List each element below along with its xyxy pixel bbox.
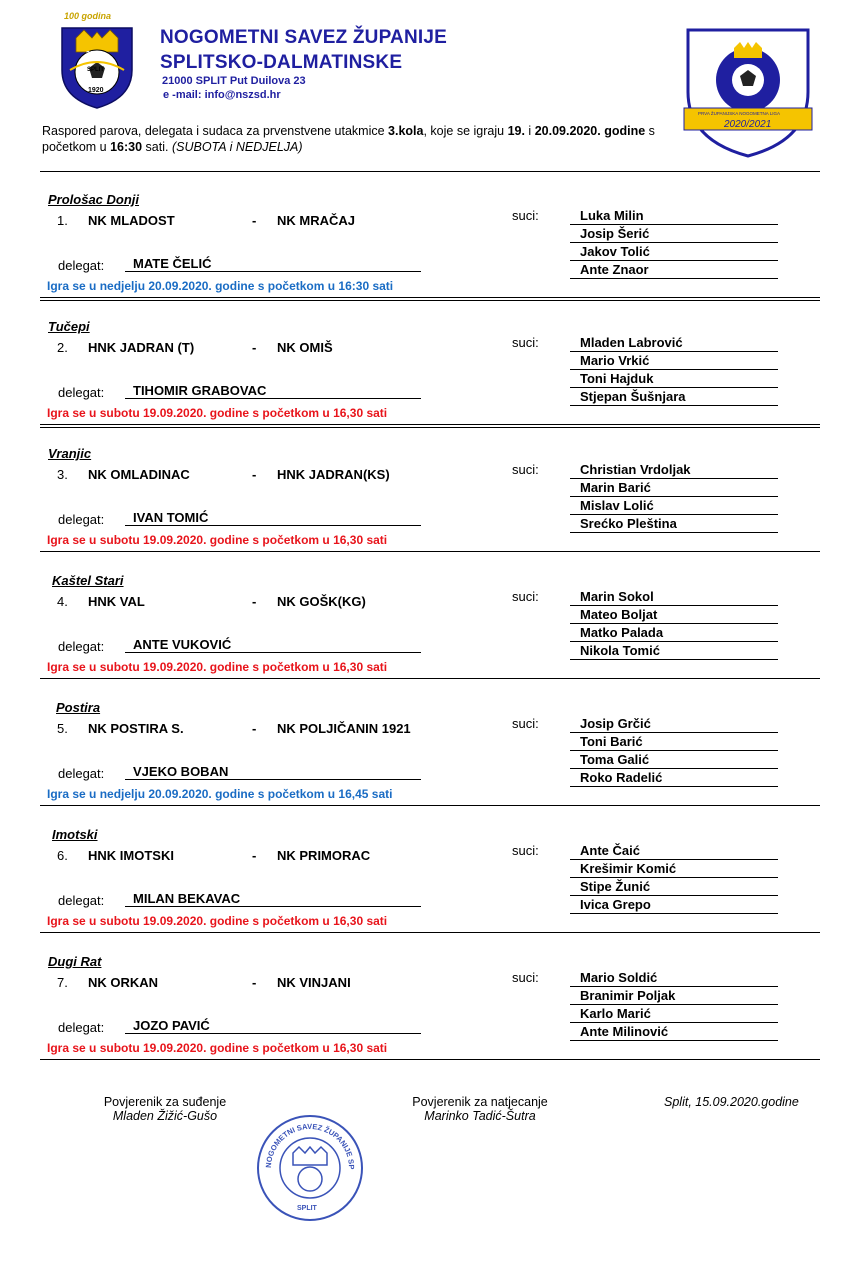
- referee-name: Christian Vrdoljak: [570, 461, 778, 479]
- left-signature-title: Povjerenik za suđenje: [103, 1095, 227, 1109]
- match-time-note: Igra se u subotu 19.09.2020. godine s početkom u 16,30 sati: [47, 1041, 388, 1055]
- intro-part3: i: [524, 124, 535, 138]
- match-block: [0, 426, 855, 553]
- match-venue: Postira: [56, 700, 101, 715]
- referee-name: Krešimir Komić: [570, 860, 778, 878]
- versus-dash: -: [252, 213, 257, 228]
- delegate-name: MATE ČELIĆ: [125, 256, 421, 272]
- org-name-line1: NOGOMETNI SAVEZ ŽUPANIJE: [160, 27, 448, 48]
- delegate-name: VJEKO BOBAN: [125, 764, 421, 780]
- referee-name: Stjepan Šušnjara: [570, 388, 778, 406]
- referees-label: suci:: [512, 462, 539, 477]
- intro-date2: 20.09.2020. godine: [534, 124, 646, 138]
- match-number: 6.: [57, 848, 68, 863]
- match-venue: Prološac Donji: [48, 192, 140, 207]
- delegate-label: delegat:: [58, 512, 105, 527]
- away-team: NK VINJANI: [277, 975, 351, 990]
- home-team: NK ORKAN: [88, 975, 159, 990]
- official-stamp: [255, 1113, 365, 1223]
- intro-days: (SUBOTA i NEDJELJA): [171, 139, 303, 154]
- referee-name: Karlo Marić: [570, 1005, 778, 1023]
- delegate-name: IVAN TOMIĆ: [125, 510, 421, 526]
- delegate-label: delegat:: [58, 258, 105, 273]
- match-block: [0, 172, 855, 299]
- match-time-note: Igra se u nedjelju 20.09.2020. godine s početkom u 16,45 sati: [47, 787, 393, 801]
- delegate-name: ANTE VUKOVIĆ: [125, 637, 421, 653]
- logo-left-year: 2020: [86, 51, 102, 58]
- match-time-note: Igra se u subotu 19.09.2020. godine s početkom u 16,30 sati: [47, 406, 388, 420]
- logo-right-band: PRVA ŽUPANIJSKA NOGOMETNA LIGA: [698, 111, 781, 116]
- org-email: e -mail: info@nszsd.hr: [163, 89, 281, 101]
- away-team: HNK JADRAN(KS): [277, 467, 390, 482]
- logo-left-center: SPLIT: [87, 67, 105, 73]
- referee-name: Toni Hajduk: [570, 370, 778, 388]
- home-team: HNK JADRAN (T): [88, 340, 195, 355]
- mid-signature-name: Marinko Tadić-Šutra: [424, 1109, 536, 1123]
- home-team: NK MLADOST: [88, 213, 175, 228]
- referees-label: suci:: [512, 589, 539, 604]
- match-number: 7.: [57, 975, 68, 990]
- away-team: NK MRAČAJ: [277, 213, 355, 228]
- intro-round: 3.kola: [388, 124, 424, 138]
- referee-name: Branimir Poljak: [570, 987, 778, 1005]
- signature-competition: [380, 1095, 580, 1123]
- versus-dash: -: [252, 975, 257, 990]
- referee-name: Josip Šerić: [570, 225, 778, 243]
- referee-name: Jakov Tolić: [570, 243, 778, 261]
- away-team: NK GOŠK(KG): [277, 594, 366, 609]
- intro-part1: Raspored parova, delegata i sudaca za prvenstvene utakmice: [42, 124, 389, 138]
- intro-date1: 19.: [507, 124, 525, 138]
- intro-time: 16:30: [110, 139, 143, 154]
- home-team: NK POSTIRA S.: [88, 721, 184, 736]
- home-team: HNK VAL: [88, 594, 145, 609]
- referee-name: Srećko Pleština: [570, 515, 778, 533]
- delegate-label: delegat:: [58, 385, 105, 400]
- delegate-name: JOZO PAVIĆ: [125, 1018, 421, 1034]
- intro-part5: sati.: [142, 139, 172, 154]
- referees-label: suci:: [512, 716, 539, 731]
- referee-name: Mario Vrkić: [570, 352, 778, 370]
- versus-dash: -: [252, 848, 257, 863]
- match-venue: Dugi Rat: [48, 954, 102, 969]
- match-block: [0, 299, 855, 426]
- match-number: 3.: [57, 467, 68, 482]
- referee-name: Josip Grčić: [570, 715, 778, 733]
- intro-text: [42, 124, 682, 155]
- versus-dash: -: [252, 594, 257, 609]
- match-venue: Tučepi: [48, 319, 90, 334]
- referee-name: Mario Soldić: [570, 969, 778, 987]
- versus-dash: -: [252, 721, 257, 736]
- referee-name: Nikola Tomić: [570, 642, 778, 660]
- org-address: 21000 SPLIT Put Duilova 23: [162, 75, 306, 87]
- referee-name: Mladen Labrović: [570, 334, 778, 352]
- versus-dash: -: [252, 467, 257, 482]
- referee-name: Matko Palada: [570, 624, 778, 642]
- referees-label: suci:: [512, 208, 539, 223]
- referee-name: Mislav Lolić: [570, 497, 778, 515]
- match-block: [0, 934, 855, 1061]
- away-team: NK PRIMORAC: [277, 848, 371, 863]
- logo-left-top-text: 100 godina: [64, 11, 112, 21]
- match-time-note: Igra se u subotu 19.09.2020. godine s početkom u 16,30 sati: [47, 533, 388, 547]
- referees-label: suci:: [512, 335, 539, 350]
- match-time-note: Igra se u nedjelju 20.09.2020. godine s početkom u 16:30 sati: [47, 279, 394, 293]
- logo-left: [52, 10, 142, 110]
- signature-referees: [70, 1095, 260, 1123]
- delegate-name: TIHOMIR GRABOVAC: [125, 383, 421, 399]
- logo-right-season: 2020/2021: [724, 119, 772, 130]
- intro-part2: , koje se igraju: [423, 124, 508, 138]
- stamp-ring-text: NOGOMETNI SAVEZ ŽUPANIJE SP: [263, 1121, 357, 1170]
- referee-name: Marin Barić: [570, 479, 778, 497]
- referee-name: Toma Galić: [570, 751, 778, 769]
- match-number: 1.: [57, 213, 68, 228]
- left-signature-name: Mladen Žižić-Gušo: [112, 1109, 218, 1123]
- mid-signature-title: Povjerenik za natjecanje: [412, 1095, 548, 1109]
- match-block: [0, 807, 855, 934]
- delegate-label: delegat:: [58, 1020, 105, 1035]
- match-time-note: Igra se u subotu 19.09.2020. godine s početkom u 16,30 sati: [47, 914, 388, 928]
- referees-label: suci:: [512, 843, 539, 858]
- delegate-label: delegat:: [58, 893, 105, 908]
- referee-name: Ante Znaor: [570, 261, 778, 279]
- match-block: [0, 680, 855, 807]
- match-venue: Imotski: [52, 827, 98, 842]
- logo-right: [678, 22, 818, 160]
- match-venue: Kaštel Stari: [52, 573, 124, 588]
- delegate-label: delegat:: [58, 766, 105, 781]
- stamp-city: SPLIT: [297, 1205, 317, 1212]
- referee-name: Roko Radelić: [570, 769, 778, 787]
- home-team: HNK IMOTSKI: [88, 848, 174, 863]
- referees-label: suci:: [512, 970, 539, 985]
- match-venue: Vranjic: [48, 446, 92, 461]
- referee-name: Luka Milin: [570, 207, 778, 225]
- away-team: NK OMIŠ: [277, 340, 333, 355]
- versus-dash: -: [252, 340, 257, 355]
- document-date: Split, 15.09.2020.godine: [664, 1095, 799, 1109]
- referee-name: Stipe Žunić: [570, 878, 778, 896]
- match-number: 4.: [57, 594, 68, 609]
- match-block: [0, 553, 855, 680]
- home-team: NK OMLADINAC: [88, 467, 190, 482]
- match-time-note: Igra se u subotu 19.09.2020. godine s početkom u 16,30 sati: [47, 660, 388, 674]
- referee-name: Ivica Grepo: [570, 896, 778, 914]
- delegate-label: delegat:: [58, 639, 105, 654]
- logo-left-founded: 1920: [88, 87, 104, 94]
- away-team: NK POLJIČANIN 1921: [277, 721, 411, 736]
- referee-name: Ante Čaić: [570, 842, 778, 860]
- match-number: 5.: [57, 721, 68, 736]
- referee-name: Mateo Boljat: [570, 606, 778, 624]
- intro-part4: s početkom u: [42, 124, 655, 154]
- delegate-name: MILAN BEKAVAC: [125, 891, 421, 907]
- match-number: 2.: [57, 340, 68, 355]
- referee-name: Marin Sokol: [570, 588, 778, 606]
- referee-name: Ante Milinović: [570, 1023, 778, 1041]
- referee-name: Toni Barić: [570, 733, 778, 751]
- org-name-line2: SPLITSKO-DALMATINSKE: [160, 52, 403, 73]
